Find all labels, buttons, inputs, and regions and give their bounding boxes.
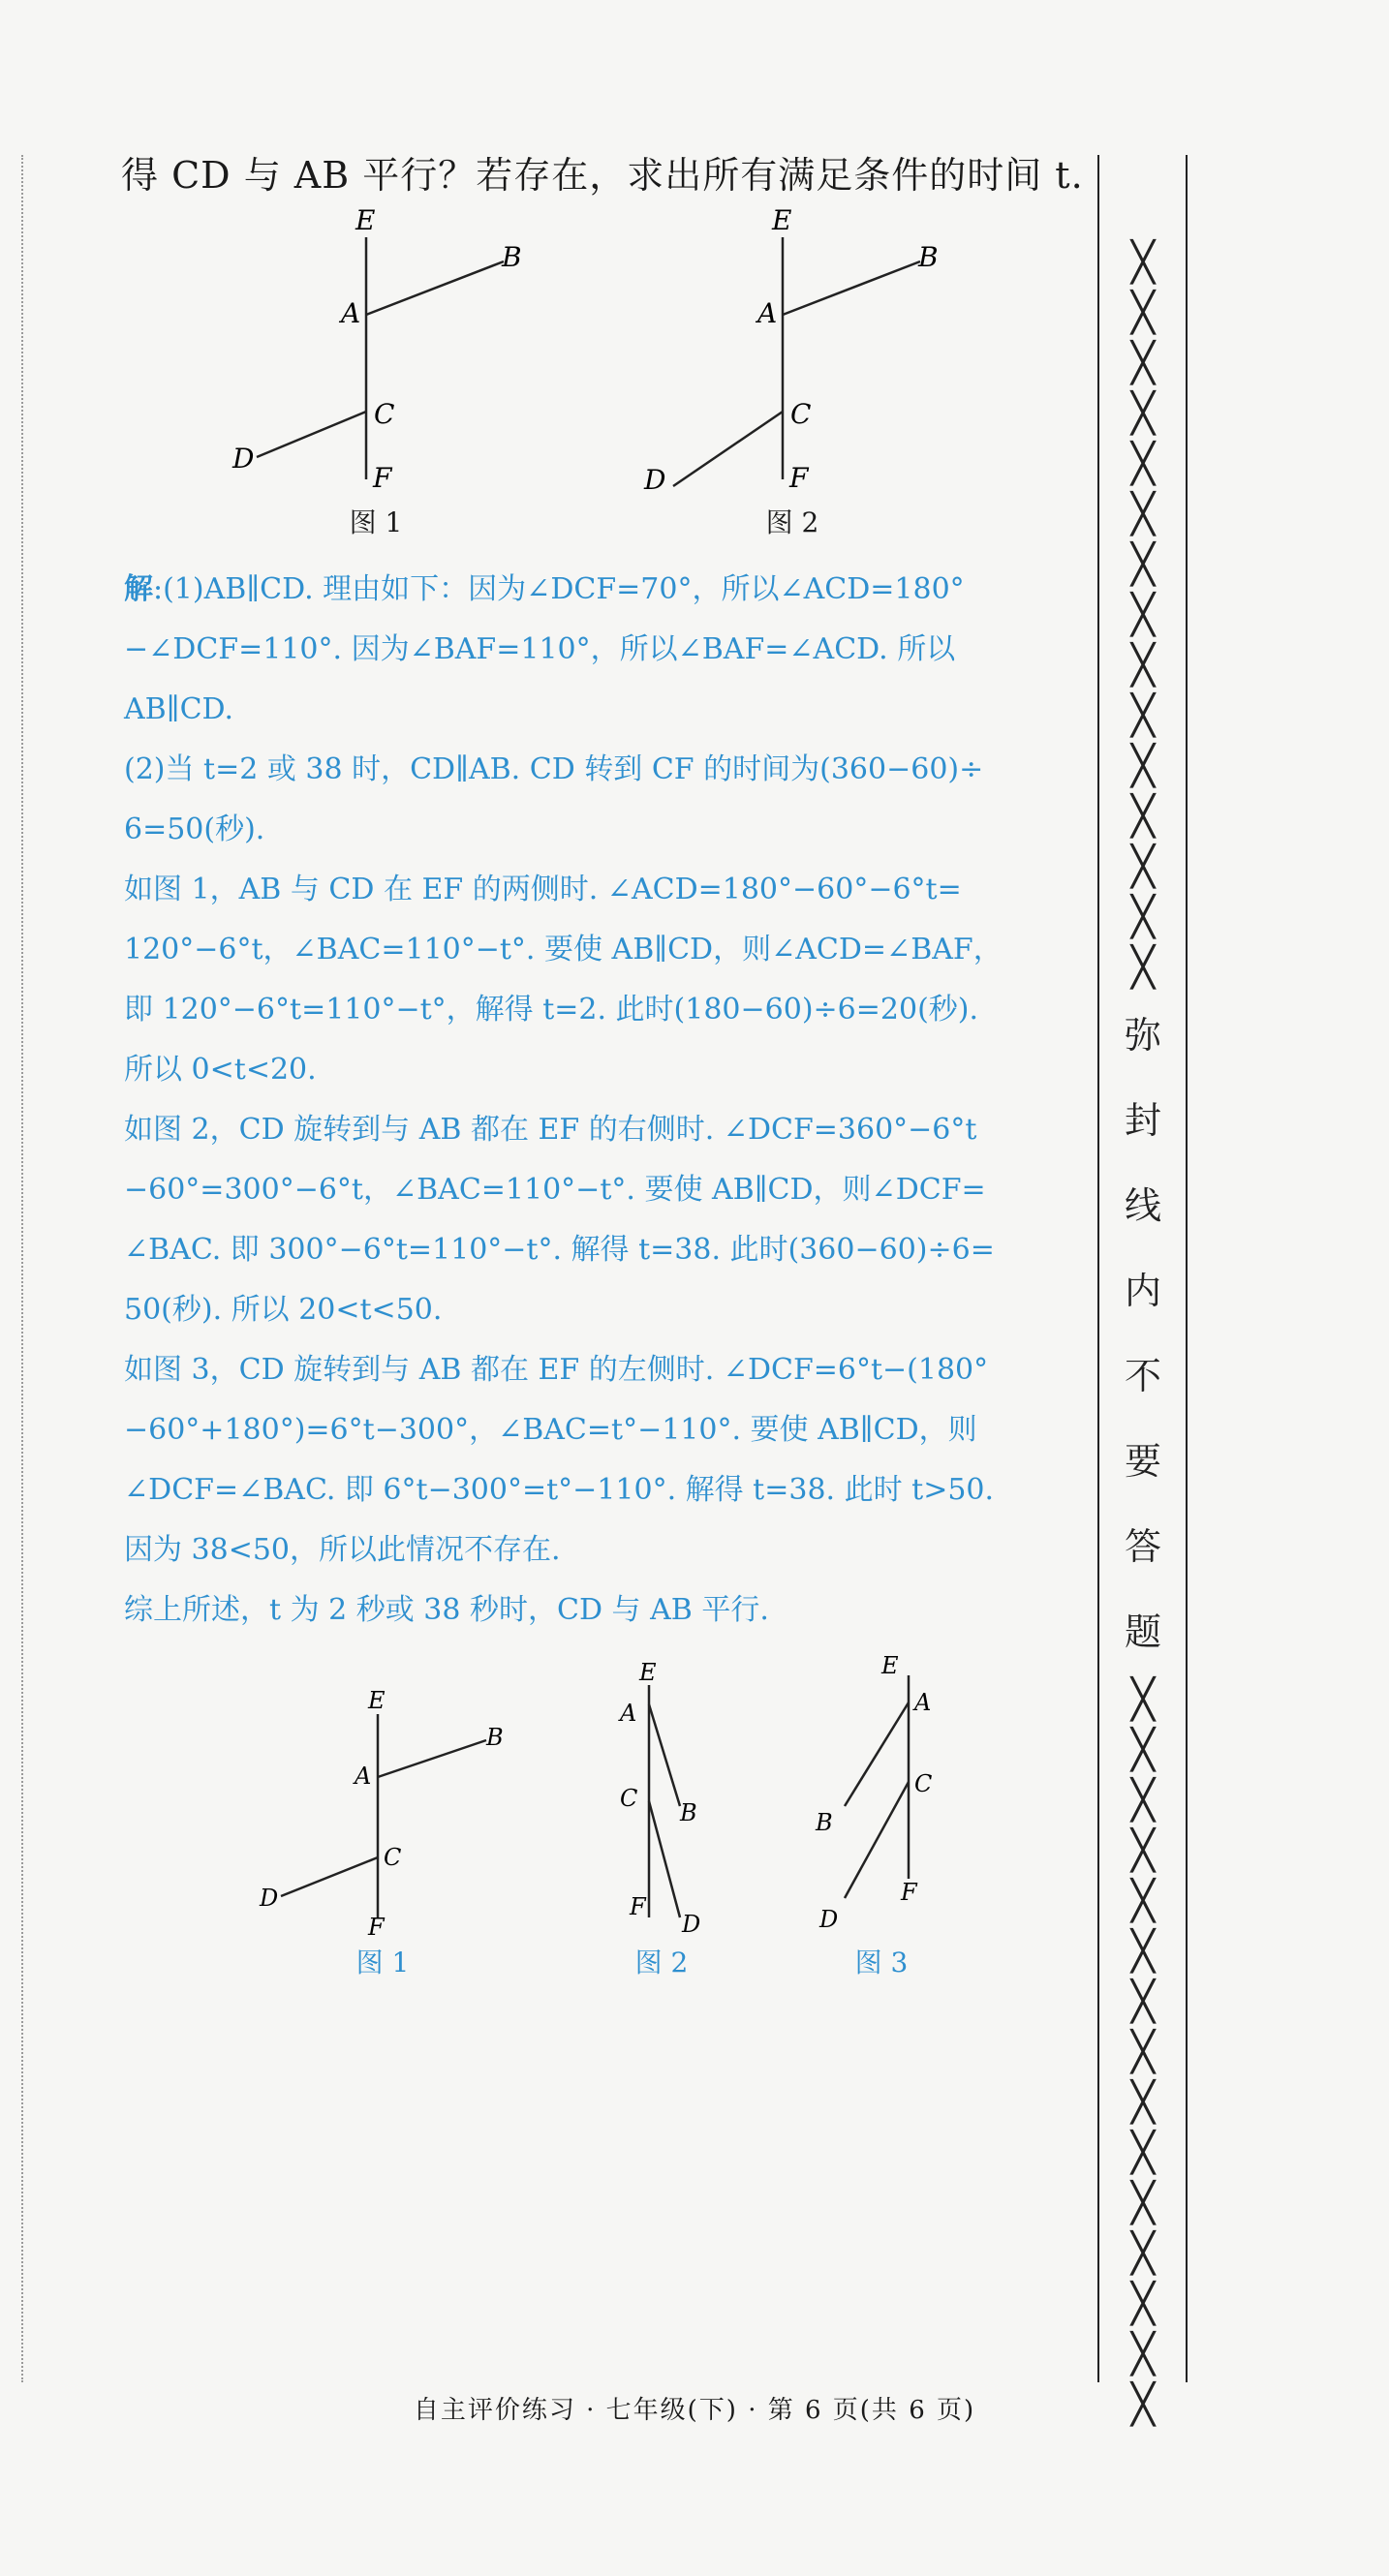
seal-cross-mark: ╳ xyxy=(1130,1828,1156,1873)
label-C: C xyxy=(374,398,395,430)
label-D: D xyxy=(682,1911,701,1937)
page-footer: 自主评价练习 · 七年级(下) · 第 6 页(共 6 页) xyxy=(413,2396,976,2425)
solution-line: −60°+180°)=6°t−300°，∠BAC=t°−110°. 要使 AB∥CD，则 xyxy=(124,1413,977,1447)
solution-line: 如图 2，CD 旋转到与 AB 都在 EF 的右侧时. ∠DCF=360°−6°t xyxy=(124,1113,977,1147)
solution-line: AB∥CD. xyxy=(124,692,234,726)
solution-line: 120°−6°t，∠BAC=110°−t°. 要使 AB∥CD，则∠ACD=∠BAF， xyxy=(124,933,1003,966)
label-C: C xyxy=(620,1785,638,1812)
label-A: A xyxy=(757,297,778,329)
label-D: D xyxy=(260,1885,279,1912)
seal-word: 答 xyxy=(1124,1525,1161,1568)
seal-cross-mark: ╳ xyxy=(1130,2080,1156,2125)
solution-line: 因为 38<50，所以此情况不存在. xyxy=(124,1533,561,1567)
answer-figure-1 xyxy=(242,1685,523,1937)
seal-cross-mark: ╳ xyxy=(1130,291,1156,335)
solution-line: ∠BAC. 即 300°−6°t=110°−t°. 解得 t=38. 此时(360−60)÷6= xyxy=(124,1233,995,1267)
label-B: B xyxy=(918,241,939,273)
seal-word: 线 xyxy=(1124,1184,1161,1227)
solution-block xyxy=(124,560,1083,1641)
seal-word: 内 xyxy=(1124,1270,1161,1312)
label-F: F xyxy=(901,1879,917,1906)
seal-cross-mark: ╳ xyxy=(1130,844,1156,889)
answer-figure-3 xyxy=(804,1646,998,1937)
label-B: B xyxy=(486,1724,504,1751)
seal-cross-mark: ╳ xyxy=(1130,1677,1156,1722)
label-D: D xyxy=(819,1906,839,1933)
label-D: D xyxy=(644,464,666,489)
seal-cross-mark: ╳ xyxy=(1130,2131,1156,2175)
label-F: F xyxy=(373,462,392,489)
seal-cross-mark: ╳ xyxy=(1130,2332,1156,2377)
seal-strip xyxy=(1104,237,1182,2427)
solution-line: (2)当 t=2 或 38 时，CD∥AB. CD 转到 CF 的时间为(360−60)÷ xyxy=(124,752,984,786)
label-C: C xyxy=(384,1844,402,1871)
seal-cross-mark: ╳ xyxy=(1130,1879,1156,1923)
seal-cross-mark: ╳ xyxy=(1130,643,1156,688)
label-A: A xyxy=(914,1689,932,1716)
seal-cross-mark: ╳ xyxy=(1130,1929,1156,1974)
label-C: C xyxy=(790,398,812,430)
answer-figure-3-caption: 图 3 xyxy=(854,1947,909,1978)
solution-line: −60°=300°−6°t，∠BAC=110°−t°. 要使 AB∥CD，则∠DCF= xyxy=(124,1173,986,1207)
label-B: B xyxy=(816,1809,833,1836)
seal-cross-mark: ╳ xyxy=(1130,2382,1156,2427)
seal-cross-mark: ╳ xyxy=(1130,895,1156,939)
seal-cross-mark: ╳ xyxy=(1130,945,1156,990)
seal-cross-mark: ╳ xyxy=(1130,2282,1156,2326)
label-F: F xyxy=(368,1914,385,1937)
seal-cross-mark: ╳ xyxy=(1130,1979,1156,2024)
seal-cross-mark: ╳ xyxy=(1130,2231,1156,2276)
solution-line: 所以 0<t<20. xyxy=(124,1053,317,1087)
solution-line: 如图 3，CD 旋转到与 AB 都在 EF 的左侧时. ∠DCF=6°t−(180° xyxy=(124,1353,989,1387)
seal-cross-mark: ╳ xyxy=(1130,341,1156,385)
label-C: C xyxy=(914,1770,933,1797)
seal-cross-mark: ╳ xyxy=(1130,1728,1156,1772)
question-figure-1-caption: 图 1 xyxy=(349,506,403,538)
label-E: E xyxy=(368,1687,386,1714)
solution-line: −∠DCF=110°. 因为∠BAF=110°，所以∠BAF=∠ACD. 所以 xyxy=(124,632,956,666)
seal-cross-mark: ╳ xyxy=(1130,1778,1156,1823)
answer-figure-2-caption: 图 2 xyxy=(634,1947,689,1978)
seal-cross-mark: ╳ xyxy=(1130,542,1156,587)
seal-cross-mark: ╳ xyxy=(1130,442,1156,486)
label-A: A xyxy=(341,297,361,329)
solution-line: 6=50(秒). xyxy=(124,813,265,846)
seal-rule-right xyxy=(1186,155,1188,2382)
seal-rule-left xyxy=(1097,155,1099,2382)
label-E: E xyxy=(881,1652,899,1679)
label-A: A xyxy=(355,1763,372,1790)
label-E: E xyxy=(772,208,792,236)
seal-cross-mark: ╳ xyxy=(1130,2181,1156,2225)
solution-line: 综上所述，t 为 2 秒或 38 秒时，CD 与 AB 平行. xyxy=(124,1593,769,1627)
label-E: E xyxy=(355,208,376,236)
question-figure-1 xyxy=(223,208,542,489)
solution-line: 如图 1，AB 与 CD 在 EF 的两侧时. ∠ACD=180°−60°−6°t= xyxy=(124,873,962,906)
solution-line: 即 120°−6°t=110°−t°，解得 t=2. 此时(180−60)÷6=20(秒). xyxy=(124,993,979,1027)
seal-cross-mark: ╳ xyxy=(1130,693,1156,738)
question-figure-2 xyxy=(639,208,959,489)
seal-cross-mark: ╳ xyxy=(1130,391,1156,436)
label-F: F xyxy=(789,462,809,489)
seal-cross-mark: ╳ xyxy=(1130,794,1156,839)
seal-word: 弥 xyxy=(1124,1014,1161,1057)
solution-prefix: 解 xyxy=(124,572,153,606)
seal-cross-mark: ╳ xyxy=(1130,744,1156,788)
label-E: E xyxy=(639,1659,657,1686)
seal-cross-mark: ╳ xyxy=(1130,240,1156,285)
solution-line: 50(秒). 所以 20<t<50. xyxy=(124,1293,443,1327)
answer-figure-2 xyxy=(591,1651,746,1937)
label-D: D xyxy=(232,443,255,475)
solution-line-1: 解:(1)AB∥CD. 理由如下：因为∠DCF=70°，所以∠ACD=180° xyxy=(124,572,965,606)
seal-word: 题 xyxy=(1124,1610,1161,1653)
answer-figure-1-caption: 图 1 xyxy=(355,1947,410,1978)
binding-dotted-line xyxy=(21,155,23,2382)
label-B: B xyxy=(680,1799,697,1826)
seal-word: 不 xyxy=(1124,1355,1161,1397)
seal-cross-mark: ╳ xyxy=(1130,593,1156,637)
label-A: A xyxy=(620,1700,637,1727)
seal-cross-mark: ╳ xyxy=(1130,492,1156,537)
question-figure-2-caption: 图 2 xyxy=(765,506,819,538)
seal-word: 封 xyxy=(1124,1099,1161,1142)
question-text: 得 CD 与 AB 平行？若存在，求出所有满足条件的时间 t. xyxy=(121,154,1084,197)
seal-cross-mark: ╳ xyxy=(1130,2030,1156,2074)
label-F: F xyxy=(630,1893,646,1920)
seal-word: 要 xyxy=(1124,1440,1161,1483)
solution-line: ∠DCF=∠BAC. 即 6°t−300°=t°−110°. 解得 t=38. 此时 t>50. xyxy=(124,1473,995,1507)
label-B: B xyxy=(502,241,522,273)
